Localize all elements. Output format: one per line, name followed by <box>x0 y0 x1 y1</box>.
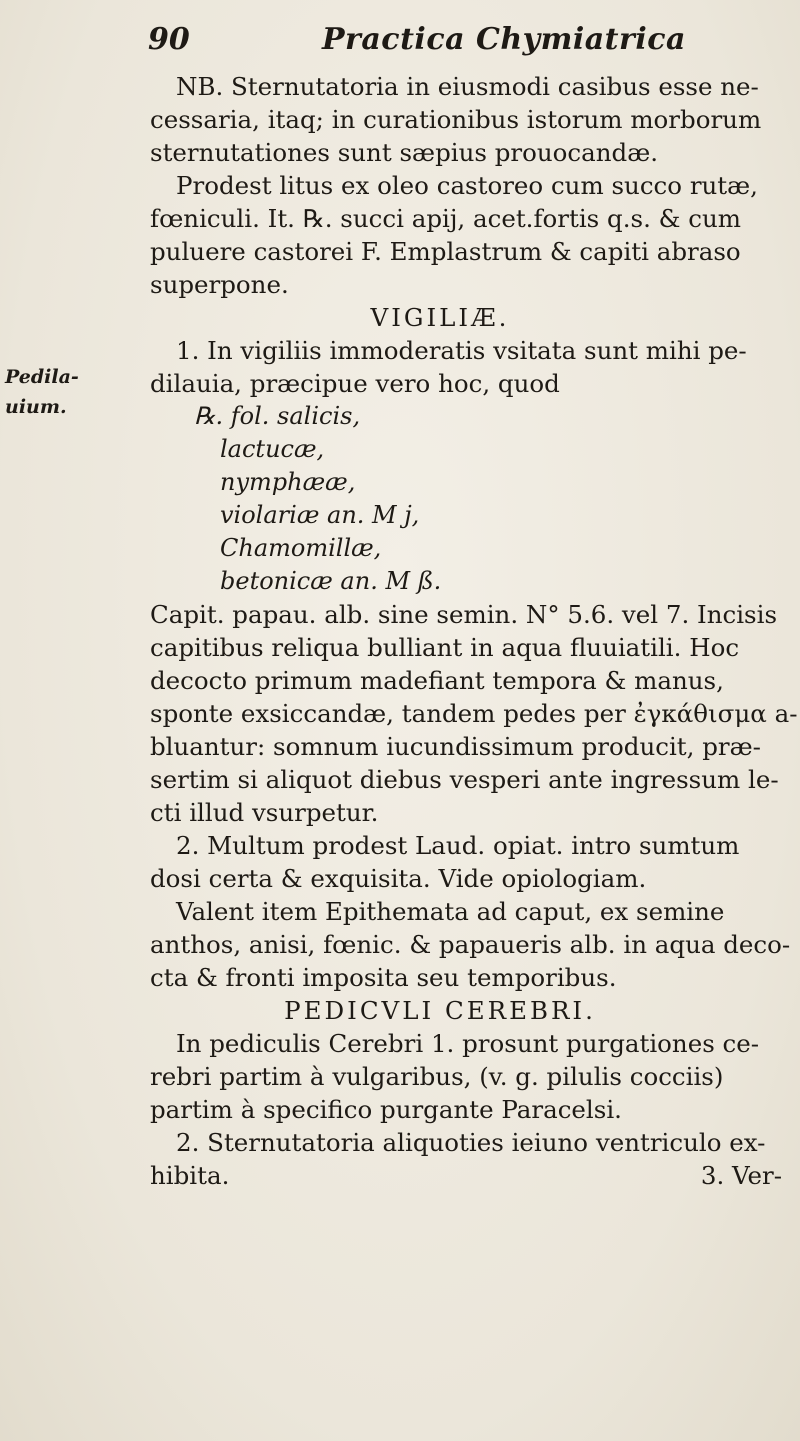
section-heading: PEDICVLI CEREBRI. <box>284 996 596 1025</box>
running-title: Practica Chymiatrica <box>322 22 686 57</box>
text-line: 1. In vigiliis immoderatis vsitata sunt mihi pe- <box>176 336 747 365</box>
text-line: Capit. papau. alb. sine semin. N° 5.6. vel 7. Incisis <box>150 600 778 629</box>
text-line: anthos, anisi, fœnic. & papaueris alb. in aqua deco- <box>150 930 791 959</box>
text-line: Prodest litus ex oleo castoreo cum succo rutæ, <box>176 171 758 200</box>
margin-note <box>5 362 95 422</box>
recipe-line: ℞. fol. salicis, <box>194 402 361 430</box>
text-line: capitibus reliqua bulliant in aqua fluuiatili. Hoc <box>150 633 740 662</box>
text-line: bluantur: somnum iucundissimum producit, præ- <box>150 732 761 761</box>
text-line: dilauia, præcipue vero hoc, quod <box>150 369 560 398</box>
text-line: rebri partim à vulgaribus, (v. g. pilulis cocciis) <box>150 1062 724 1091</box>
text-line: cta & fronti imposita seu temporibus. <box>150 963 617 992</box>
margin-note-line: Pedila- <box>5 366 79 388</box>
text-line: NB. Sternutatoria in eiusmodi casibus esse ne- <box>176 72 759 101</box>
text-line: 2. Sternutatoria aliquoties ieiuno ventriculo ex- <box>176 1128 766 1157</box>
page-header <box>0 20 800 62</box>
margin-note-line: uium. <box>5 396 67 418</box>
last-line <box>150 1159 790 1192</box>
recipe-line: Chamomillæ, <box>220 534 382 562</box>
text-line: sternutationes sunt sæpius prouocandæ. <box>150 138 659 167</box>
text-line: sertim si aliquot diebus vesperi ante ingressum le- <box>150 765 779 794</box>
recipe-line: violariæ an. M j, <box>220 501 420 529</box>
recipe-line: lactucæ, <box>220 435 325 463</box>
page-number: 90 <box>148 22 190 57</box>
text-line: cti illud vsurpetur. <box>150 798 379 827</box>
text-line: partim à specifico purgante Paracelsi. <box>150 1095 622 1124</box>
section-heading: VIGILIÆ. <box>370 303 510 332</box>
text-line: sponte exsiccandæ, tandem pedes per ἐγκάθισμα a- <box>150 699 798 728</box>
recipe-line: nymphææ, <box>220 468 356 496</box>
text-line: puluere castorei F. Emplastrum & capiti abraso <box>150 237 741 266</box>
text-line: In pediculis Cerebri 1. prosunt purgationes ce- <box>176 1029 760 1058</box>
text-body <box>150 70 798 1192</box>
text-line: 2. Multum prodest Laud. opiat. intro sumtum <box>176 831 740 860</box>
text-line: dosi certa & exquisita. Vide opiologiam. <box>150 864 647 893</box>
recipe-line: betonicæ an. M ß. <box>220 567 442 595</box>
text-line: superpone. <box>150 270 289 299</box>
last-line-text: hibita. <box>150 1161 230 1190</box>
text-line: decocto primum madefiant tempora & manus, <box>150 666 724 695</box>
catchword: 3. Ver- <box>700 1161 782 1190</box>
text-line: fœniculi. It. ℞. succi apij, acet.fortis q.s. & cum <box>150 204 741 233</box>
text-line: Valent item Epithemata ad caput, ex semine <box>176 897 725 926</box>
text-line: cessaria, itaq; in curationibus istorum morborum <box>150 105 762 134</box>
